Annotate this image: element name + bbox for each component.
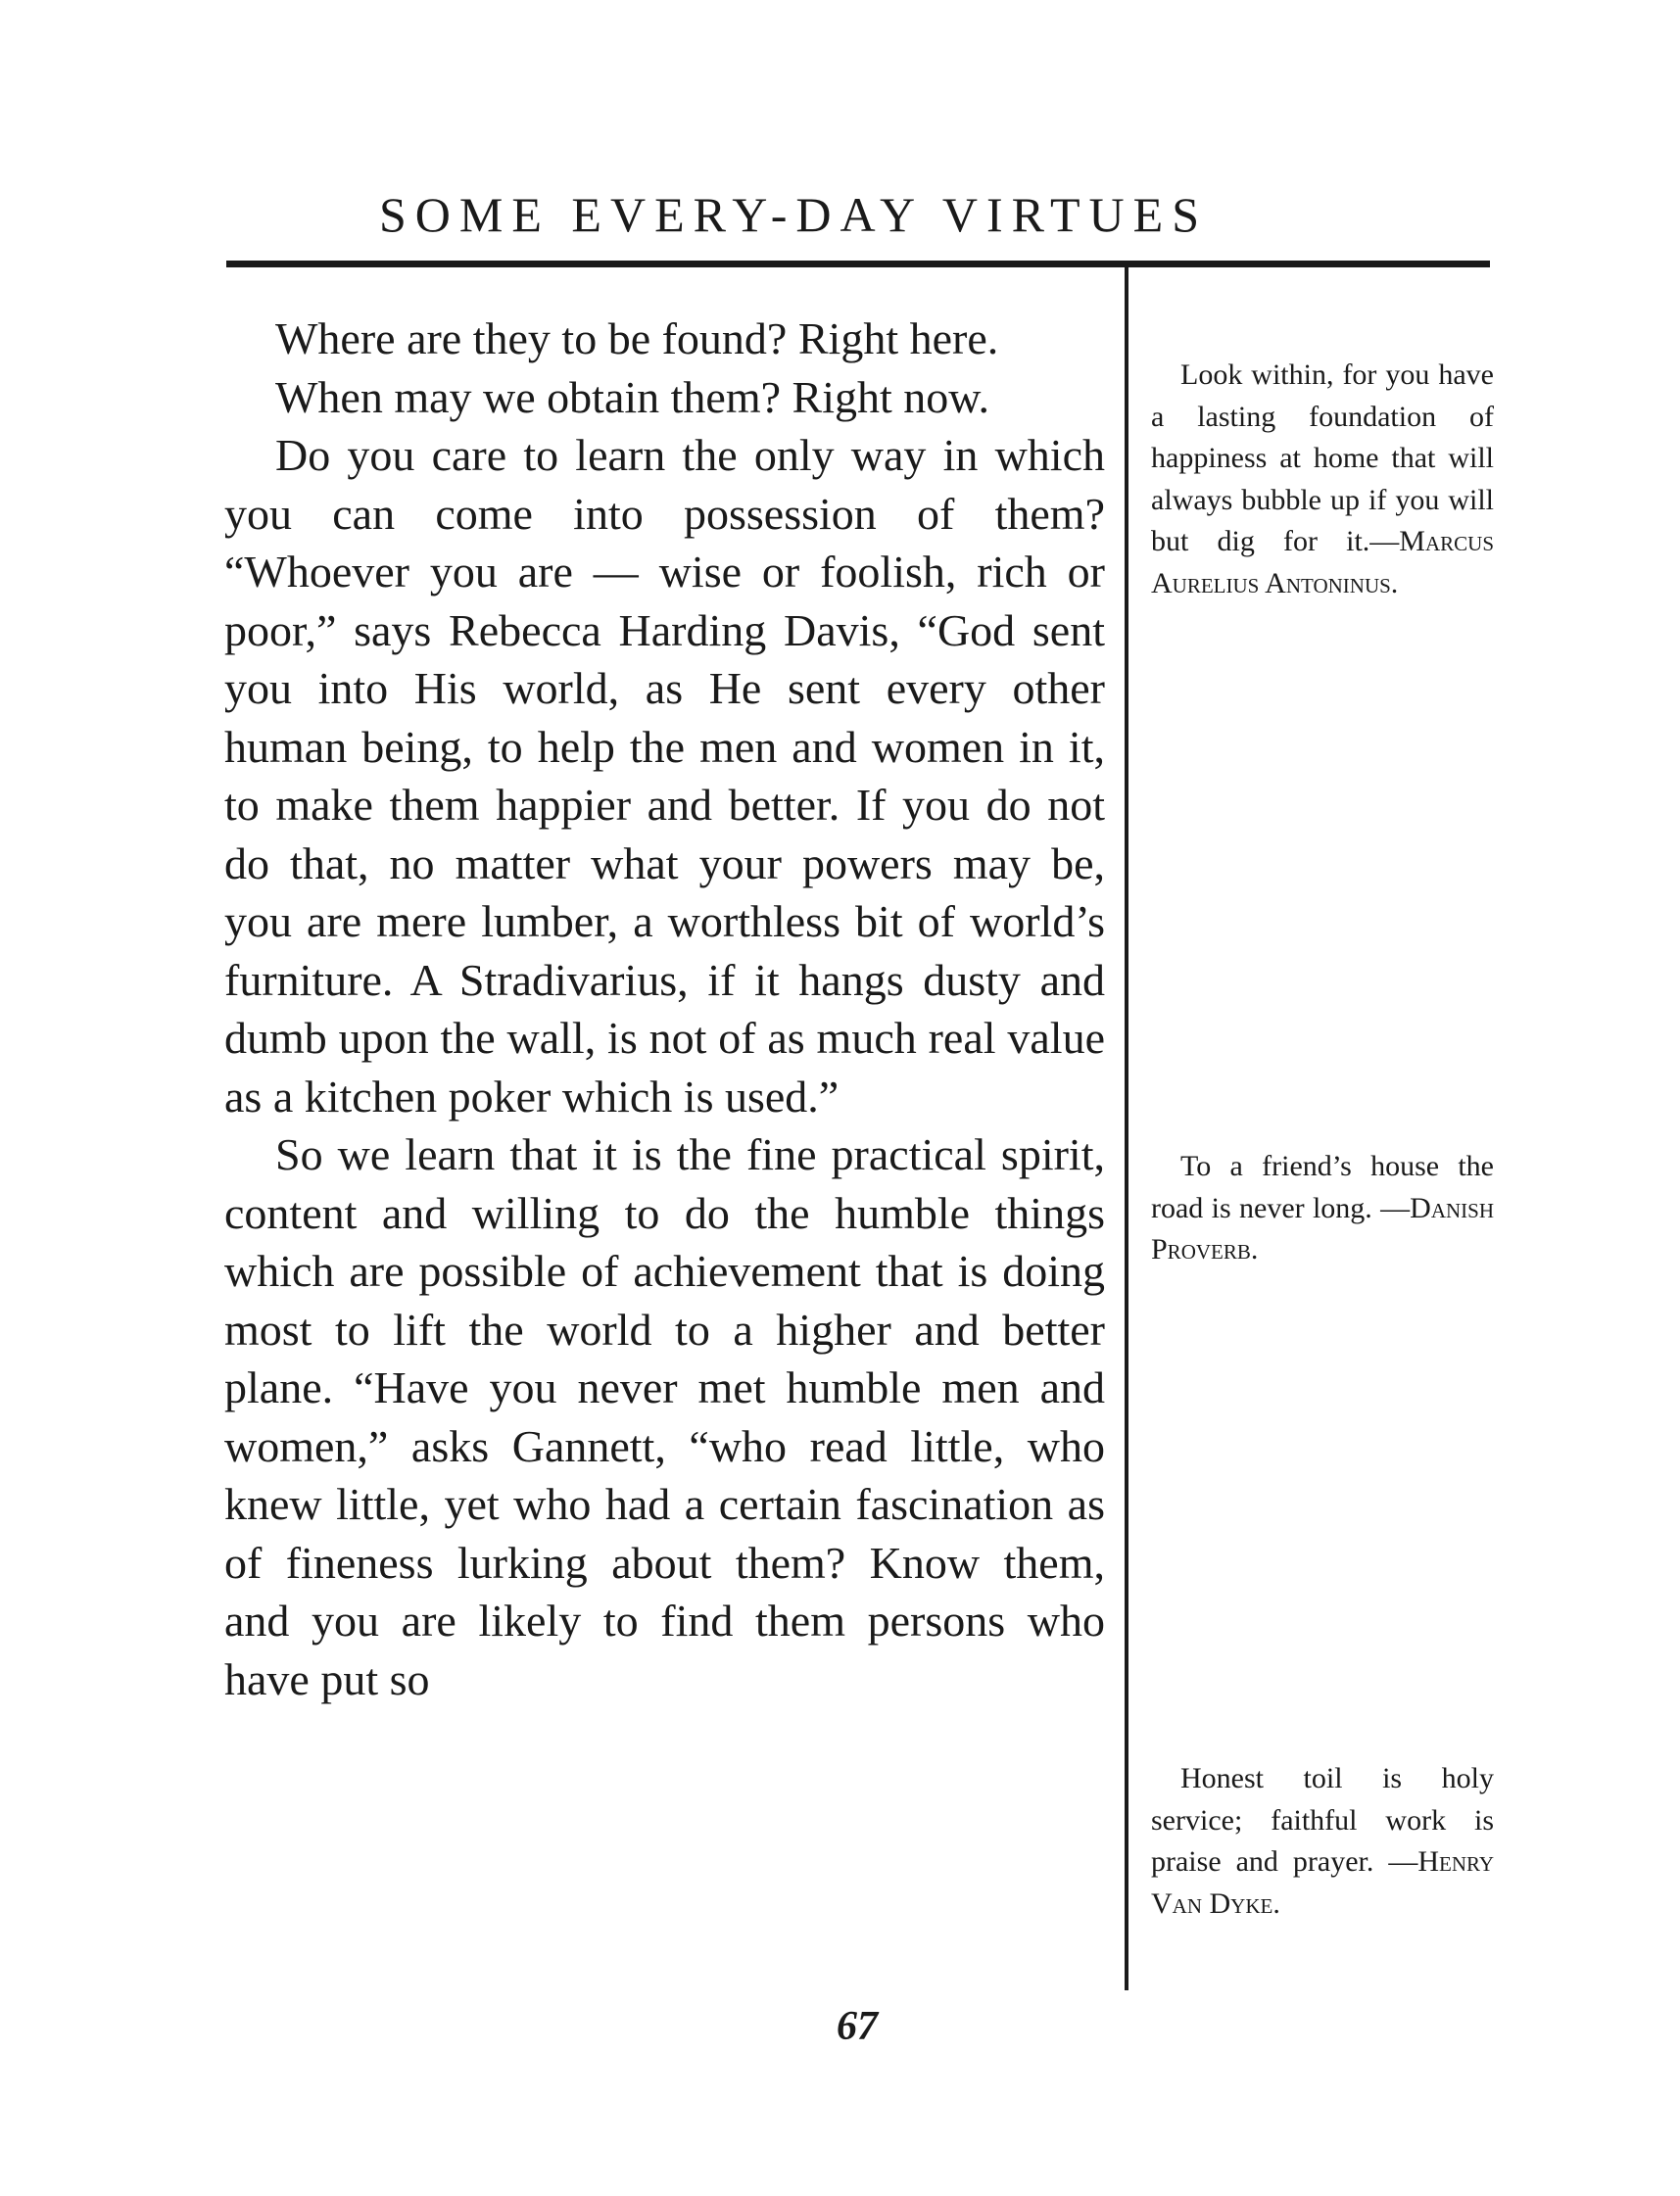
column-divider — [1125, 264, 1128, 1990]
body-paragraph: Do you care to learn the only way in which you can come into possession of them? “Whoever you are — wise or foolish, rich or poor,” says Rebecca Harding Davis, “God sent you into His world, as He sent every other human being, to help the men and women in it, to make them happier and better. If you do not do that, no matter what your powers may be, you are mere lumber, a worthless bit of world’s furniture. A Stradivarius, if it hangs dusty and dumb upon the wall, is not of as much real value as a kitchen poker which is used.” — [224, 430, 1105, 1122]
sidenote-text: To a friend’s house the road is never long. — [1151, 1150, 1494, 1224]
body-paragraph: Where are they to be found? Right here. — [275, 313, 999, 363]
sidenote-attribution: —Marcus Aurelius Antoninus. — [1151, 525, 1494, 599]
main-column — [224, 310, 1105, 1708]
sidenote-attribution: —Danish Proverb. — [1151, 1191, 1494, 1265]
body-paragraph: So we learn that it is the fine practical spirit, content and willing to do the humble things which are possible of achievement that is doing most to lift the world to a higher and better plane. “Have you never met humble men and women,” asks Gannett, “who read little, who knew little, yet who had a certain fascination as of fineness lurking about them? Know them, and you are likely to find them persons who have put so — [224, 1129, 1105, 1704]
sidenote-van-dyke — [1151, 1758, 1494, 1925]
sidenote-aurelius — [1151, 355, 1494, 604]
sidenote-danish-proverb — [1151, 1146, 1494, 1271]
running-title: SOME EVERY-DAY VIRTUES — [379, 187, 1208, 242]
body-paragraph: When may we obtain them? Right now. — [275, 371, 990, 422]
sidenote-text: Look within, for you have a lasting foundation of happiness at home that will always bubble up if you will but dig for it. — [1151, 358, 1494, 557]
sidenote-text: Honest toil is holy service; faithful work is praise and prayer. — [1151, 1762, 1494, 1878]
sidenote-attribution: —Henry Van Dyke. — [1151, 1845, 1495, 1920]
page-number: 67 — [837, 2004, 878, 2049]
header-rule — [226, 261, 1490, 267]
